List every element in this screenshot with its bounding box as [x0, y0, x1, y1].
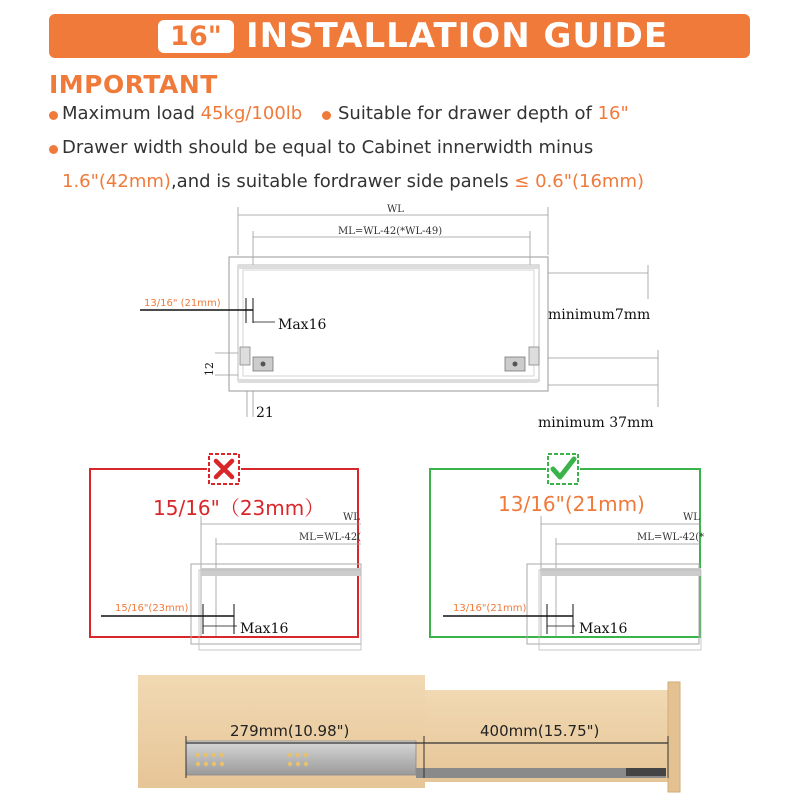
closed-length-label: 279mm(10.98"): [230, 722, 350, 740]
dim-12-label: 12: [203, 362, 216, 376]
note-drawer-width: Drawer width should be equal to Cabinet innerwidth minus: [62, 137, 594, 158]
note-highlight: 16": [597, 103, 629, 124]
minimum7-label: minimum7mm: [548, 307, 651, 323]
check-icon: [546, 452, 580, 486]
bullet-icon: [49, 111, 58, 120]
note-text: Suitable for drawer depth of: [338, 103, 598, 124]
note-highlight: ≤ 0.6"(16mm): [514, 171, 645, 192]
note-max-load: [62, 103, 302, 124]
side-panel-label: 15/16"(23mm): [115, 603, 189, 614]
max16-label: Max16: [240, 621, 289, 637]
max16-label: Max16: [278, 317, 327, 333]
bullet-icon: [49, 145, 58, 154]
size-badge: 16": [158, 20, 234, 53]
installation-diagram: [0, 195, 800, 440]
dim-21-label: 21: [256, 405, 274, 421]
note-drawer-depth: [338, 103, 629, 124]
page-title: INSTALLATION GUIDE: [246, 16, 669, 56]
ml-label: ML=WL-42(: [299, 532, 362, 543]
ml-label: ML=WL-42(*WL-49): [338, 226, 443, 237]
right-example-diagram: [431, 506, 705, 637]
wrong-example-diagram: [91, 506, 362, 637]
wl-label: WL: [683, 512, 700, 523]
note-text: Maximum load: [62, 103, 201, 124]
note-drawer-width-cont: [62, 171, 644, 192]
minimum37-label: minimum 37mm: [538, 415, 654, 431]
side-panel-label: 13/16" (21mm): [144, 298, 221, 309]
note-highlight: 1.6"(42mm): [62, 171, 171, 192]
note-text: ,and is suitable fordrawer side panels: [170, 171, 515, 192]
wrong-example-title: 15/16"（23mm）: [153, 496, 325, 520]
wl-label: WL: [387, 204, 404, 215]
important-heading: IMPORTANT: [49, 70, 218, 99]
bullet-icon: [322, 111, 331, 120]
extension-label: 400mm(15.75"): [480, 722, 600, 740]
max16-label: Max16: [579, 621, 628, 637]
cross-icon: [207, 452, 241, 486]
wl-label: WL: [343, 512, 360, 523]
note-highlight: 45kg/100lb: [200, 103, 303, 124]
ml-label: ML=WL-42(*: [637, 532, 705, 543]
side-panel-label: 13/16"(21mm): [453, 603, 527, 614]
right-example-title: 13/16"(21mm): [498, 492, 645, 516]
slide-extension-photo: [0, 668, 800, 800]
